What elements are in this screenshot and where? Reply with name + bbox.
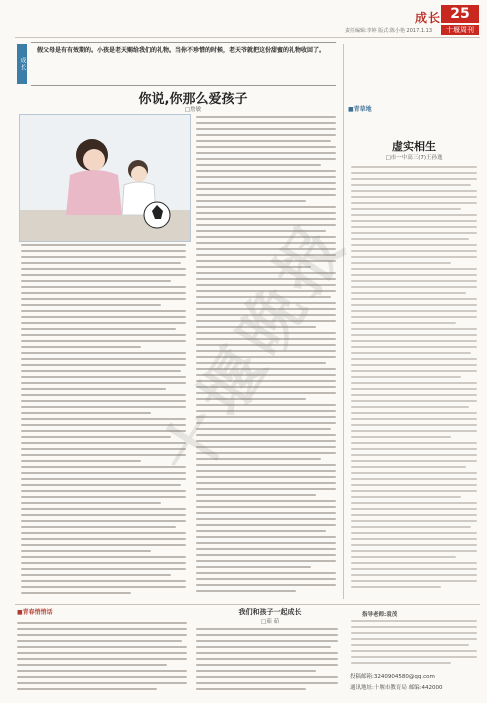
contact-address: 通讯地址:十堰市教育局 邮编:442000 <box>350 685 443 691</box>
bottom-subheading: 我们和孩子一起成长 <box>238 608 302 616</box>
masthead-rule <box>15 37 480 38</box>
article-title: 你说,你那么爱孩子 <box>138 92 248 107</box>
photo-illustration <box>20 115 190 241</box>
section-name: 成长 <box>415 11 442 25</box>
intro-box <box>31 42 336 86</box>
watermark: 十堰晚报 <box>147 207 363 491</box>
bottom-column-label: ■青春悄悄话 <box>17 609 53 616</box>
page-number: 25 <box>441 5 479 23</box>
article-photo <box>19 114 191 242</box>
right-article-title: 虚实相生 <box>392 140 436 153</box>
right-column-label: ■青草地 <box>348 106 372 113</box>
bottom-section-rule <box>15 604 480 605</box>
article-author: □詹敏 <box>184 107 202 113</box>
section-bar: 十堰周刊 <box>441 25 479 35</box>
column-divider <box>343 44 344 599</box>
edition-meta: 责任编辑:李婷 版式:陈小艳 2017.1.13 <box>345 28 432 34</box>
bottom-author: □茹 茹 <box>261 619 279 625</box>
column-label-vertical: 成长 <box>17 44 27 84</box>
intro-text: 假父母是有有效期的。小孩是老天赐给我们的礼物。当你不珍惜的时候，老天爷就把这份甜蜜的礼物收回了。 <box>37 47 326 54</box>
submission-email: 投稿邮箱:3240904580@qq.com <box>350 674 435 680</box>
right-article-author: □市一中高三(7)王孙逸 <box>385 155 443 161</box>
supervisor-note: 指导老师:袁茂 <box>362 612 398 618</box>
